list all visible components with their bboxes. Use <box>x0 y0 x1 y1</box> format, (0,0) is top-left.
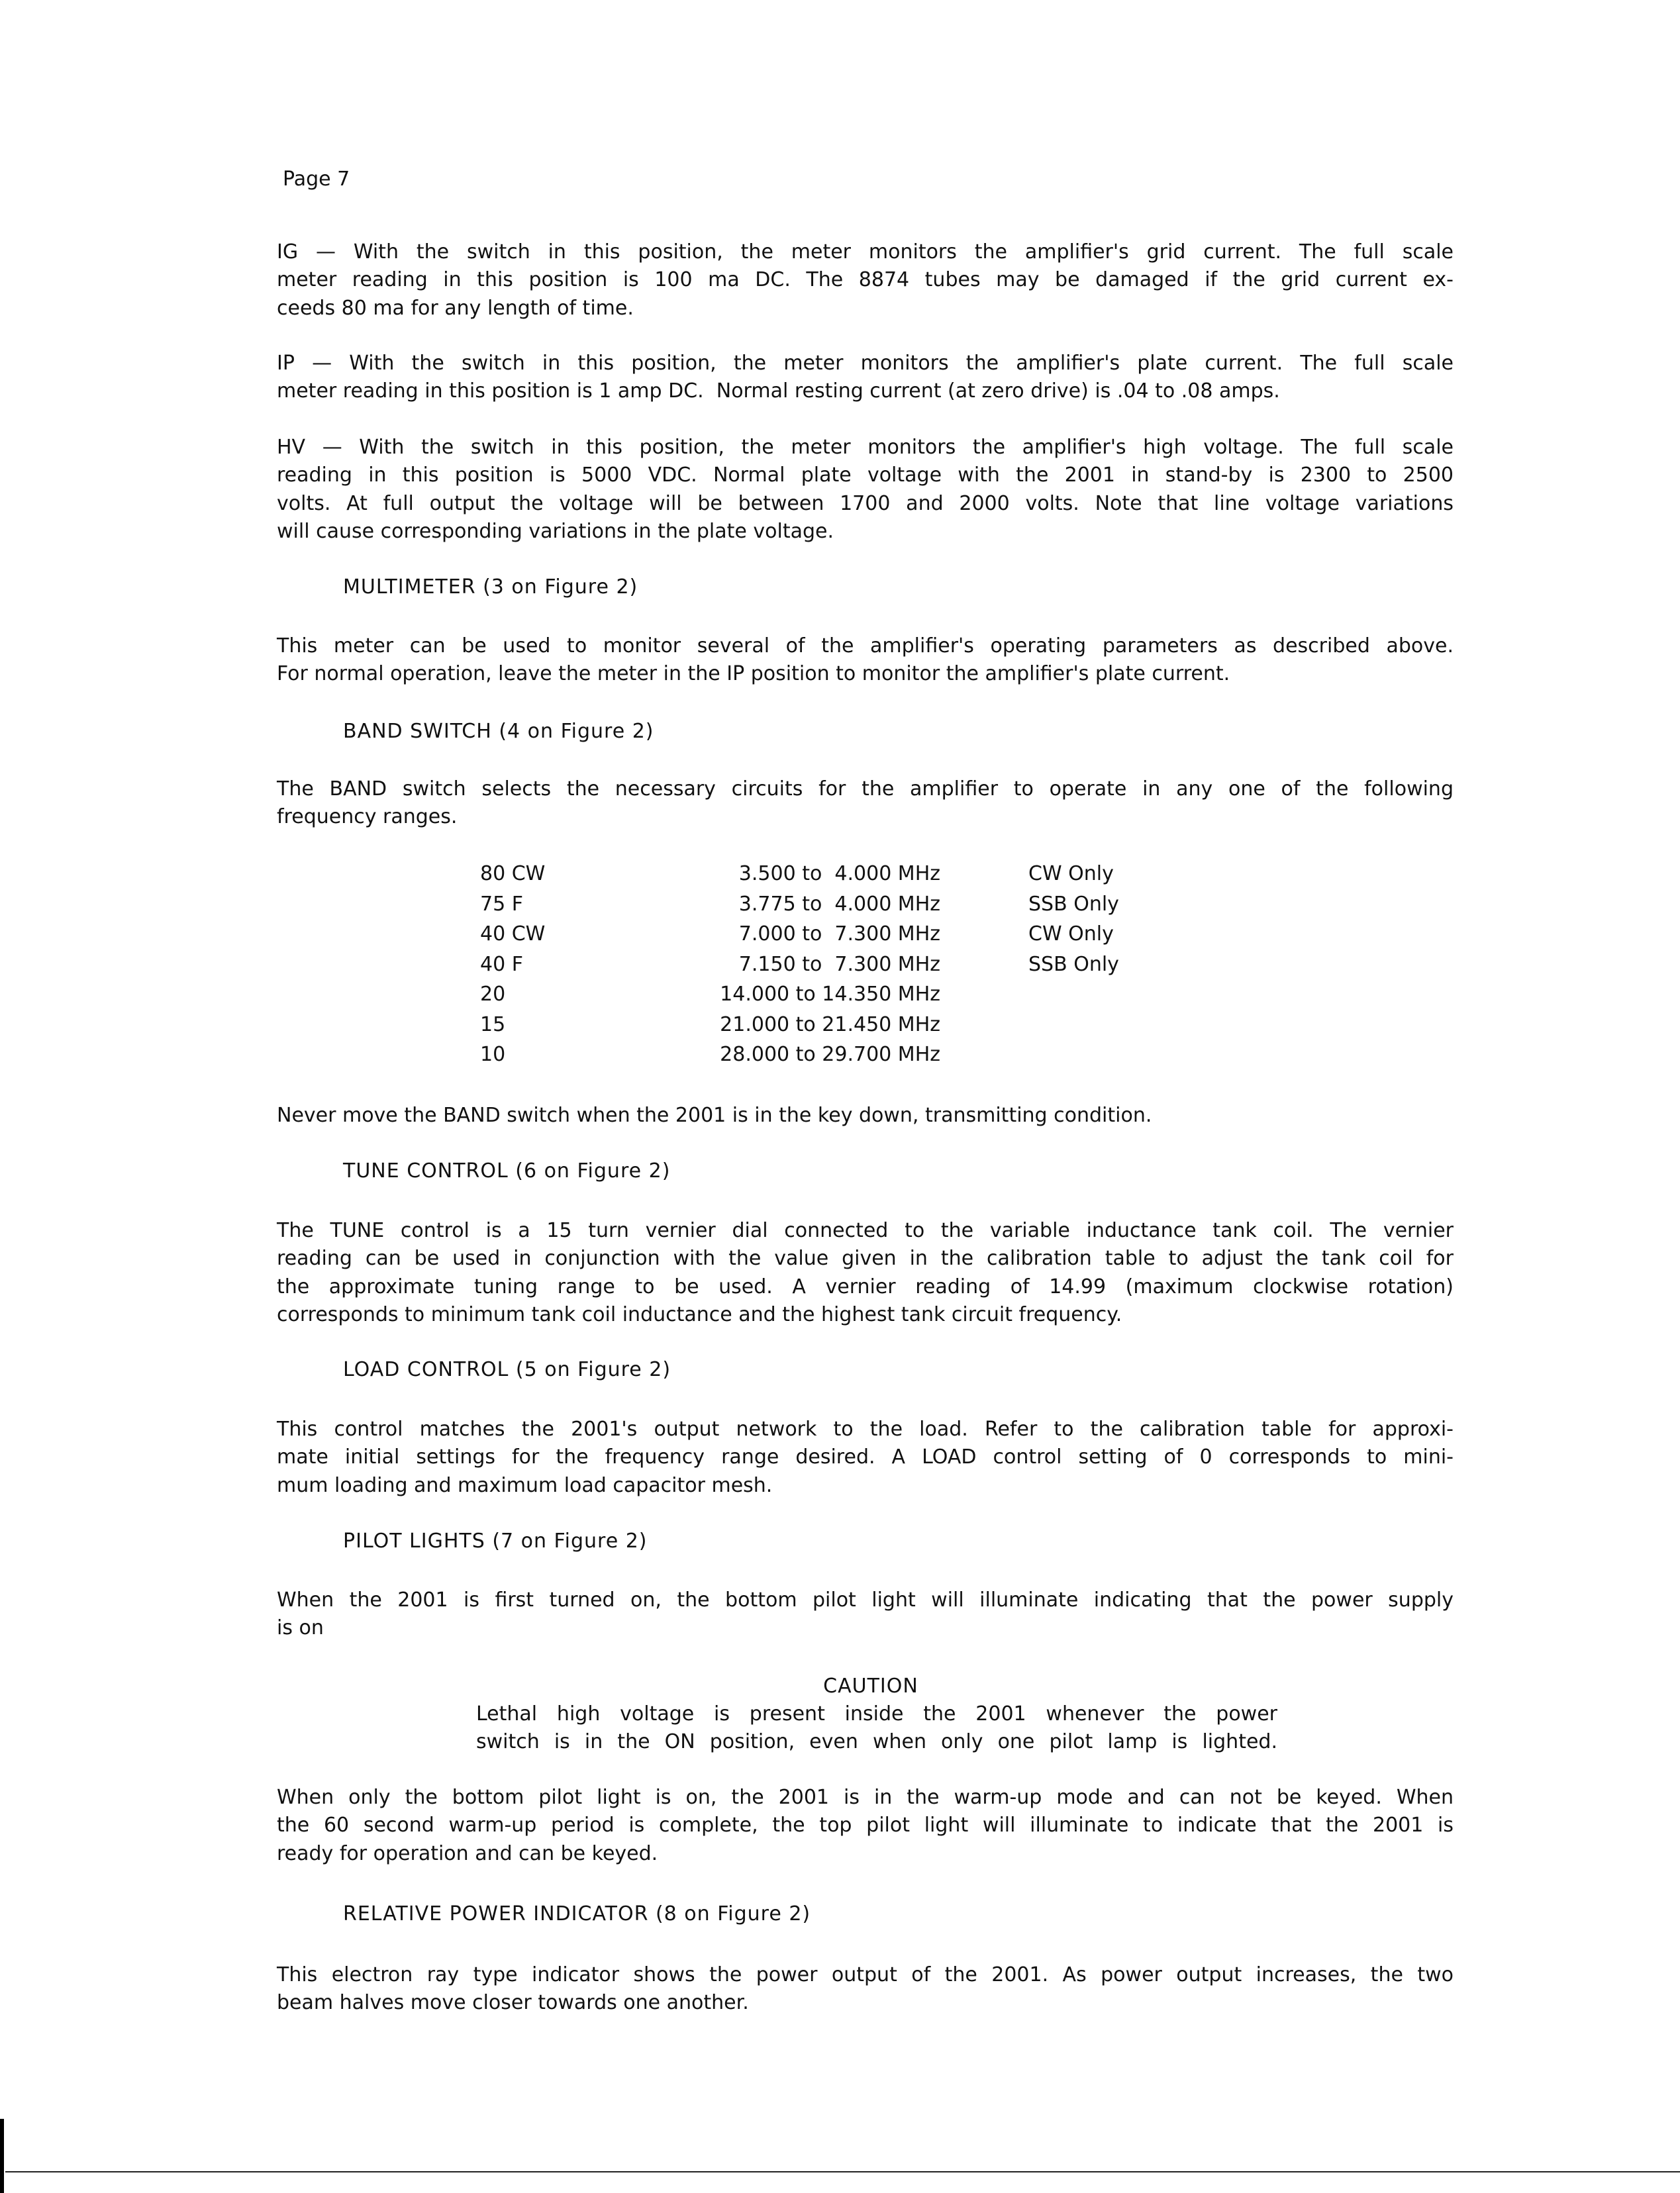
text-line: switch is in the ON position, even when only one pilot lamp is lighted. <box>476 1730 1277 1754</box>
text-line: PILOT LIGHTS (7 on Figure 2) <box>343 1530 648 1553</box>
text-line: This electron ray type indicator shows the power output of the 2001. As power output increases, the two <box>277 1963 1454 1986</box>
section-heading <box>343 1356 671 1384</box>
paragraph <box>277 1217 1454 1329</box>
frequency-range-cell: 14.000 to 14.350 MHz <box>720 983 940 1006</box>
band-cell: 10 <box>480 1043 506 1066</box>
paragraph <box>277 632 1454 689</box>
text-line: This meter can be used to monitor several of the amplifier's operating parameters as described above. <box>277 634 1454 658</box>
text-line: mum loading and maximum load capacitor mesh. <box>277 1473 773 1497</box>
text-line: is on <box>277 1616 324 1640</box>
text-line: IG — With the switch in this position, the meter monitors the amplifier's grid current. The full scale <box>277 240 1454 264</box>
text-line: When only the bottom pilot light is on, the 2001 is in the warm-up mode and can not be keyed. When <box>277 1786 1454 1809</box>
text-line: Lethal high voltage is present inside the 2001 whenever the power <box>476 1702 1277 1726</box>
band-cell: 75 F <box>480 892 523 916</box>
mode-cell: SSB Only <box>1028 892 1119 916</box>
text-line: MULTIMETER (3 on Figure 2) <box>343 575 638 599</box>
text-line: LOAD CONTROL (5 on Figure 2) <box>343 1358 671 1381</box>
caution-text <box>476 1700 1277 1757</box>
paragraph <box>277 775 1454 832</box>
text-line: TUNE CONTROL (6 on Figure 2) <box>343 1159 671 1183</box>
text-line: will cause corresponding variations in the plate voltage. <box>277 519 834 543</box>
band-cell: 80 CW <box>480 862 546 885</box>
paragraph <box>277 1961 1454 2018</box>
text-line: reading in this position is 5000 VDC. Normal plate voltage with the 2001 in stand-by is 2300 to 2500 <box>277 463 1454 487</box>
paragraph <box>277 1586 1454 1643</box>
frequency-range-cell: 7.000 to 7.300 MHz <box>738 922 940 946</box>
text-line: the 60 second warm-up period is complete, the top pilot light will illuminate to indicate that the 2001 is <box>277 1814 1454 1837</box>
text-line: ready for operation and can be keyed. <box>277 1841 658 1865</box>
section-heading <box>343 718 654 746</box>
text-line: HV — With the switch in this position, the meter monitors the amplifier's high voltage. The full scale <box>277 436 1454 459</box>
paragraph <box>277 350 1454 406</box>
band-cell: 40 CW <box>480 922 546 946</box>
mode-cell: SSB Only <box>1028 952 1119 976</box>
section-heading <box>343 573 638 601</box>
text-line: volts. At full output the voltage will be between 1700 and 2000 volts. Note that line voltage variations <box>277 491 1454 515</box>
band-cell: 20 <box>480 983 506 1006</box>
frequency-range-cell: 28.000 to 29.700 MHz <box>720 1043 940 1066</box>
text-line: For normal operation, leave the meter in the IP position to monitor the amplifier's plate current. <box>277 662 1230 686</box>
text-line: meter reading in this position is 100 ma DC. The 8874 tubes may be damaged if the grid current ex- <box>277 268 1454 292</box>
text-line: Never move the BAND switch when the 2001 is in the key down, transmitting condition. <box>277 1104 1152 1127</box>
text-line: frequency ranges. <box>277 805 458 829</box>
band-cell: 40 F <box>480 952 523 976</box>
section-heading <box>343 1157 670 1185</box>
text-line: meter reading in this position is 1 amp DC. Normal resting current (at zero drive) is .04 to .08 amps. <box>277 379 1280 403</box>
text-line: mate initial settings for the frequency range desired. A LOAD control setting of 0 corresponds to mini- <box>277 1445 1454 1469</box>
section-heading <box>343 1528 647 1555</box>
scan-edge <box>0 2119 4 2193</box>
frequency-range-cell: 3.775 to 4.000 MHz <box>738 892 940 916</box>
text-line: ceeds 80 ma for any length of time. <box>277 296 634 320</box>
caution-title <box>0 1673 1680 1700</box>
text-line: beam halves move closer towards one another. <box>277 1991 749 2015</box>
paragraph <box>277 434 1454 546</box>
paragraph <box>277 1784 1454 1868</box>
paragraph <box>277 238 1454 322</box>
mode-cell: CW Only <box>1028 922 1114 946</box>
text-line: the approximate tuning range to be used. A vernier reading of 14.99 (maximum clockwise rotation) <box>277 1275 1454 1298</box>
section-heading <box>343 1900 811 1928</box>
text-line: BAND SWITCH (4 on Figure 2) <box>343 720 654 743</box>
text-line: The BAND switch selects the necessary circuits for the amplifier to operate in any one of the following <box>277 777 1454 801</box>
paragraph <box>277 1102 1454 1130</box>
band-cell: 15 <box>480 1012 506 1036</box>
frequency-range-cell: 3.500 to 4.000 MHz <box>738 862 940 885</box>
text-line: corresponds to minimum tank coil inductance and the highest tank circuit frequency. <box>277 1302 1122 1326</box>
frequency-range-cell: 21.000 to 21.450 MHz <box>720 1012 940 1036</box>
text-line: IP — With the switch in this position, the meter monitors the amplifier's plate current. The full scale <box>277 352 1454 375</box>
footer-rule <box>5 2171 1680 2172</box>
text-line: RELATIVE POWER INDICATOR (8 on Figure 2) <box>343 1902 811 1925</box>
text-line: When the 2001 is first turned on, the bottom pilot light will illuminate indicating that the power supply <box>277 1588 1454 1612</box>
text-line: The TUNE control is a 15 turn vernier dial connected to the variable inductance tank coil. The vernier <box>277 1219 1454 1242</box>
paragraph <box>277 1416 1454 1500</box>
text-line: CAUTION <box>823 1675 918 1698</box>
mode-cell: CW Only <box>1028 862 1114 885</box>
page-number: Page 7 <box>283 168 350 191</box>
text-line: This control matches the 2001's output network to the load. Refer to the calibration table for approxi- <box>277 1418 1454 1441</box>
frequency-range-cell: 7.150 to 7.300 MHz <box>738 952 940 976</box>
text-line: reading can be used in conjunction with the value given in the calibration table to adjust the tank coil for <box>277 1247 1454 1271</box>
